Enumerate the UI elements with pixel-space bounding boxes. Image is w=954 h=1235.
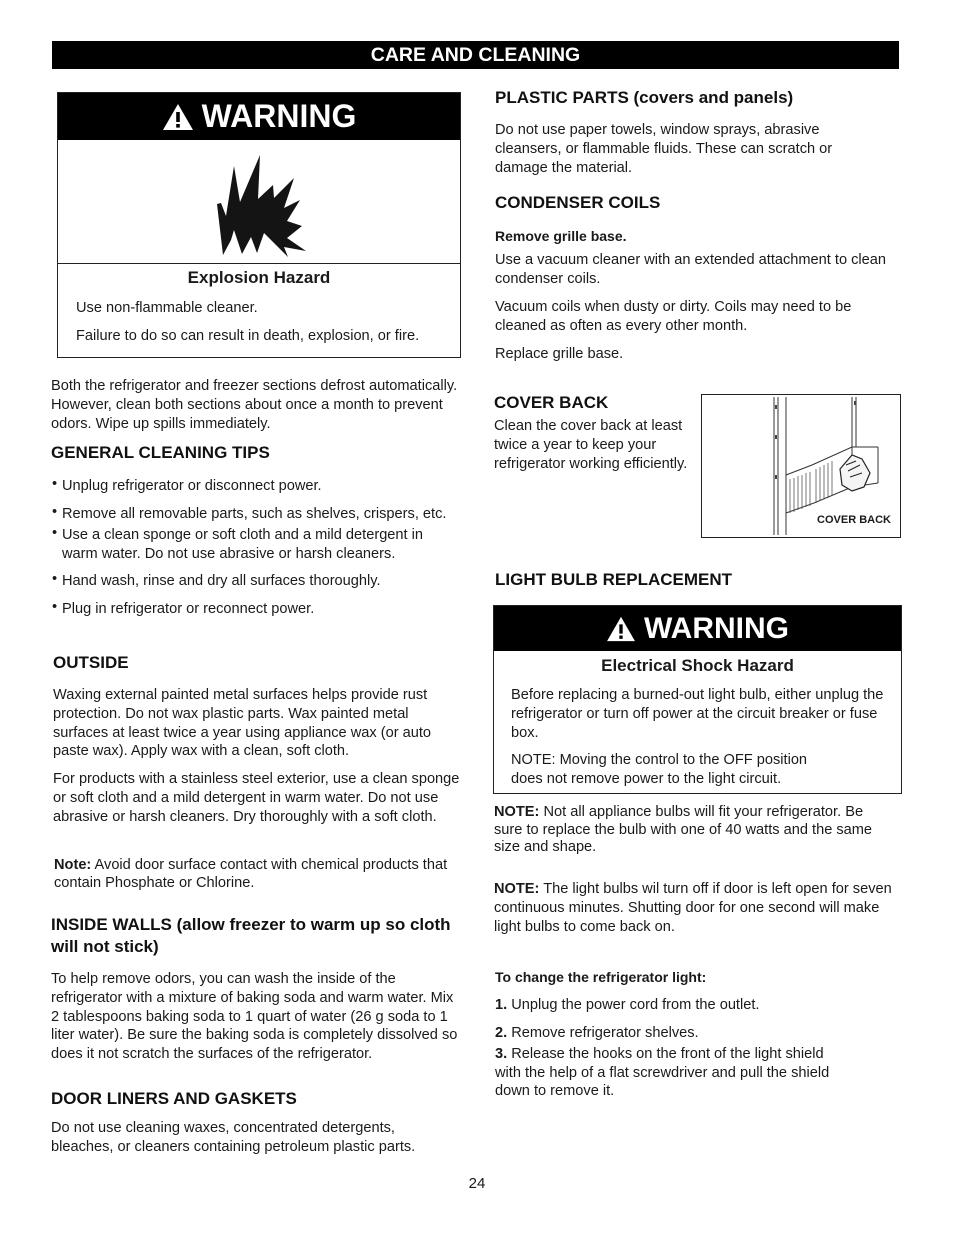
condenser-paragraph-2: Vacuum coils when dusty or dirty. Coils may need to be cleaned as often as every other month. xyxy=(495,299,852,334)
door-liners-paragraph: Do not use cleaning waxes, concentrated detergents, bleaches, or cleaners containing petroleum plastic parts. xyxy=(51,1120,416,1155)
general-cleaning-list xyxy=(52,477,462,619)
list-item: • Remove all removable parts, such as shelves, crispers, etc. xyxy=(52,505,462,524)
plastic-parts-title: PLASTIC PARTS (covers and panels) xyxy=(495,88,794,107)
warning-paragraph-1: Before replacing a burned-out light bulb, either unplug the refrigerator or turn off power at the circuit breaker or fuse box. xyxy=(511,687,884,741)
note-text: The light bulbs wil turn off if door is left open for seven continuous minutes. Shutting door for one second will make light bulbs to come back on. xyxy=(494,881,892,935)
condenser-paragraph-3: Replace grille base. xyxy=(495,346,624,362)
hazard-title: Electrical Shock Hazard xyxy=(601,656,794,675)
list-item: • Hand wash, rinse and dry all surfaces thoroughly. xyxy=(52,572,462,591)
warning-header xyxy=(58,93,460,140)
warning-triangle-icon xyxy=(162,103,194,131)
warning-paragraph-2: NOTE: Moving the control to the OFF position does not remove power to the light circuit. xyxy=(511,752,808,787)
step-number: 2. xyxy=(495,1025,508,1041)
step-number: 1. xyxy=(495,997,508,1013)
door-liners-title: DOOR LINERS AND GASKETS xyxy=(51,1089,297,1108)
page-number: 24 xyxy=(468,1175,486,1192)
list-item: • Unplug refrigerator or disconnect power. xyxy=(52,477,462,496)
list-item: • Use a clean sponge or soft cloth and a mild detergent in warm water. Do not use abrasive or harsh cleaners. xyxy=(52,526,462,563)
warning-title: WARNING xyxy=(201,98,357,134)
condenser-coils-title: CONDENSER COILS xyxy=(495,193,661,212)
note-label: Note: xyxy=(54,857,92,873)
step-text: Unplug the power cord from the outlet. xyxy=(507,997,760,1013)
note-label: NOTE: xyxy=(494,804,540,820)
explosion-icon xyxy=(58,140,460,264)
step-3 xyxy=(495,1045,845,1101)
step-text: Remove refrigerator shelves. xyxy=(507,1025,699,1041)
note-text: Avoid door surface contact with chemical products that contain Phosphate or Chlorine. xyxy=(54,857,448,891)
outside-note xyxy=(54,857,459,892)
cover-back-illustration xyxy=(701,394,901,538)
cover-back-label: COVER BACK xyxy=(817,514,891,526)
inside-walls-paragraph: To help remove odors, you can wash the inside of the refrigerator with a mixture of baking soda and warm water. Mix 2 tablespoons baking soda to 1 quart of water (26 g soda to 1 liter water). Be sure the baking soda is completely dissolved so does it not scratch the surfaces of the refrigerator. xyxy=(51,971,458,1063)
note-text: Not all appliance bulbs will fit your refrigerator. Be sure to replace the bulb with one of 40 watts and the same size and shape. xyxy=(494,804,873,855)
light-bulb-title: LIGHT BULB REPLACEMENT xyxy=(495,570,733,589)
list-item: • Plug in refrigerator or reconnect power. xyxy=(52,600,462,619)
warning-line-1: Use non-flammable cleaner. xyxy=(76,300,258,316)
explosion-warning-box xyxy=(57,92,461,358)
note-label: NOTE: xyxy=(494,881,540,897)
outside-title: OUTSIDE xyxy=(53,653,129,672)
inside-walls-title: INSIDE WALLS (allow freezer to warm up so cloth will not stick) xyxy=(51,915,451,956)
section-banner: CARE AND CLEANING xyxy=(52,41,899,69)
step-number: 3. xyxy=(495,1046,508,1062)
outside-paragraph-1: Waxing external painted metal surfaces helps provide rust protection. Do not wax plastic parts. Wax painted metal surfaces at least twice a year using appliance wax (or auto paste wax). Apply wax with a clean, soft cloth. xyxy=(53,687,432,760)
step-1 xyxy=(495,996,885,1015)
cover-back-paragraph: Clean the cover back at least twice a year to keep your refrigerator working efficiently. xyxy=(494,418,688,472)
warning-title: WARNING xyxy=(644,611,789,645)
intro-paragraph: Both the refrigerator and freezer sections defrost automatically. However, clean both sections about once a month to prevent odors. Wipe up spills immediately. xyxy=(51,378,458,432)
step-2 xyxy=(495,1024,885,1043)
plastic-parts-paragraph: Do not use paper towels, window sprays, abrasive cleansers, or flammable fluids. These can scratch or damage the material. xyxy=(495,122,833,176)
change-light-title: To change the refrigerator light: xyxy=(495,969,707,985)
outside-paragraph-2: For products with a stainless steel exterior, use a clean sponge or soft cloth and a mild detergent in warm water. Do not use abrasive or harsh cleaners. Dry thoroughly with a soft cloth. xyxy=(53,771,460,825)
warning-line-2: Failure to do so can result in death, explosion, or fire. xyxy=(76,328,420,344)
step-text: Release the hooks on the front of the light shield with the help of a flat screwdriver and pull the shield down to remove it. xyxy=(495,1046,830,1100)
electrical-warning-box xyxy=(493,605,902,794)
condenser-paragraph-1: Use a vacuum cleaner with an extended attachment to clean condenser coils. xyxy=(495,252,887,287)
warning-header xyxy=(494,606,901,651)
cover-back-title: COVER BACK xyxy=(494,393,609,412)
bulb-note-2 xyxy=(494,880,894,936)
general-cleaning-title: GENERAL CLEANING TIPS xyxy=(51,443,270,462)
remove-grille-label: Remove grille base. xyxy=(495,228,627,244)
bulb-note-1 xyxy=(494,804,894,857)
warning-triangle-icon xyxy=(606,616,636,642)
hazard-title: Explosion Hazard xyxy=(187,268,331,287)
